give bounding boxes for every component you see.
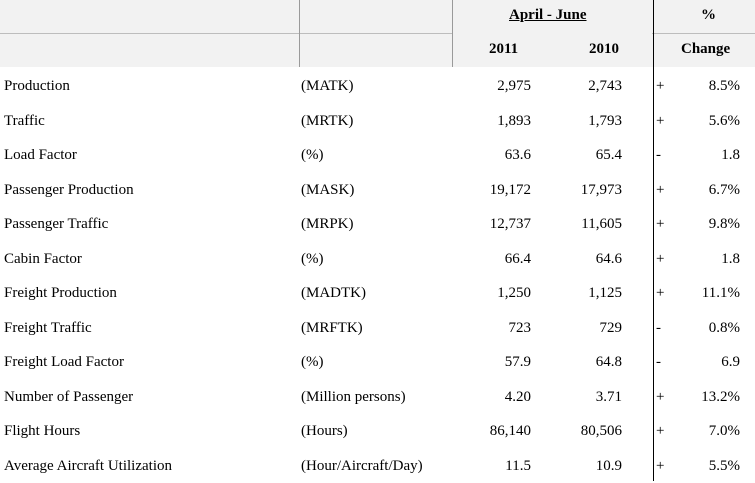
metric-label: Flight Hours — [4, 423, 81, 439]
change-value: 6.9 — [721, 354, 740, 370]
change-sign: - — [656, 147, 661, 163]
value-2011: 19,172 — [489, 181, 531, 198]
table-row — [0, 69, 755, 103]
metric-label: Passenger Traffic — [4, 216, 109, 232]
metric-unit: (MADTK) — [301, 285, 366, 301]
change-sign: + — [656, 78, 665, 94]
metric-unit: (Hours) — [301, 423, 348, 439]
metric-label: Production — [4, 78, 70, 94]
metric-unit: (%) — [301, 354, 324, 370]
table-row — [0, 414, 755, 448]
metric-unit: (%) — [301, 147, 324, 163]
value-2011: 57.9 — [504, 354, 531, 370]
value-2010: 64.8 — [595, 354, 622, 370]
metric-unit: (MASK) — [301, 181, 355, 198]
value-2010: 1,125 — [588, 285, 622, 301]
change-value: 13.2% — [701, 388, 740, 405]
metric-unit: (MATK) — [301, 78, 354, 94]
table-row — [0, 207, 755, 241]
metric-label: Freight Load Factor — [4, 354, 124, 370]
value-2010: 2,743 — [588, 78, 622, 94]
change-value: 5.5% — [708, 457, 740, 474]
metric-unit: (%) — [301, 250, 324, 267]
change-value: 0.8% — [708, 319, 740, 336]
value-2010: 64.6 — [595, 250, 622, 267]
header-divider — [0, 33, 452, 34]
table-row — [0, 276, 755, 310]
value-2010: 10.9 — [595, 457, 622, 474]
year-2010-heading: 2010 — [589, 41, 619, 57]
value-2011: 12,737 — [489, 216, 531, 232]
table-row — [0, 345, 755, 379]
change-sign: + — [656, 285, 665, 301]
change-sign: + — [656, 216, 665, 232]
value-2010: 729 — [599, 319, 622, 336]
table-header — [0, 0, 755, 67]
value-2011: 1,250 — [497, 285, 531, 301]
change-value: 7.0% — [708, 423, 740, 439]
column-divider — [299, 0, 300, 67]
change-value: 1.8 — [721, 250, 740, 267]
change-value: 1.8 — [721, 147, 740, 163]
change-sign: + — [656, 388, 665, 405]
year-2011-heading: 2011 — [489, 41, 519, 57]
change-sign: + — [656, 423, 665, 439]
value-2011: 1,893 — [497, 112, 531, 129]
change-sign: + — [656, 250, 665, 267]
value-2011: 86,140 — [489, 423, 531, 439]
value-2011: 11.5 — [505, 457, 531, 474]
change-sign: + — [656, 181, 665, 198]
value-2011: 63.6 — [504, 147, 531, 163]
table-row — [0, 311, 755, 345]
value-2011: 723 — [508, 319, 531, 336]
metric-label: Traffic — [4, 112, 45, 129]
table-row — [0, 242, 755, 276]
change-value: 8.5% — [708, 78, 740, 94]
change-sign: - — [656, 354, 661, 370]
table-row — [0, 138, 755, 172]
metric-unit: (MRTK) — [301, 112, 354, 129]
value-2010: 65.4 — [595, 147, 622, 163]
change-sign: + — [656, 112, 665, 129]
metric-label: Cabin Factor — [4, 250, 82, 267]
metric-label: Average Aircraft Utilization — [4, 457, 172, 474]
change-sign: - — [656, 319, 661, 336]
period-heading: April - June — [509, 7, 587, 23]
value-2010: 3.71 — [595, 388, 622, 405]
metric-label: Freight Traffic — [4, 319, 92, 336]
table-row — [0, 449, 755, 483]
metric-unit: (Hour/Aircraft/Day) — [301, 457, 423, 474]
change-value: 11.1% — [701, 285, 740, 301]
value-2011: 66.4 — [504, 250, 531, 267]
change-value: 6.7% — [708, 181, 740, 198]
change-value: 9.8% — [708, 216, 740, 232]
value-2010: 80,506 — [580, 423, 622, 439]
value-2010: 17,973 — [580, 181, 622, 198]
table-row — [0, 173, 755, 207]
change-heading: Change — [681, 41, 731, 57]
header-divider — [652, 33, 755, 34]
change-sign: + — [656, 457, 665, 474]
pct-heading: % — [701, 7, 716, 23]
table-row — [0, 380, 755, 414]
table-row — [0, 104, 755, 138]
metric-label: Number of Passenger — [4, 388, 134, 405]
metric-label: Load Factor — [4, 147, 77, 163]
value-2010: 1,793 — [588, 112, 622, 129]
metric-unit: (MRPK) — [301, 216, 354, 232]
metric-label: Freight Production — [4, 285, 117, 301]
column-divider — [452, 0, 453, 67]
metric-unit: (Million persons) — [301, 388, 406, 405]
metric-unit: (MRFTK) — [301, 319, 363, 336]
change-value: 5.6% — [708, 112, 740, 129]
value-2011: 4.20 — [504, 388, 531, 405]
value-2010: 11,605 — [581, 216, 622, 232]
value-2011: 2,975 — [497, 78, 531, 94]
metric-label: Passenger Production — [4, 181, 134, 198]
